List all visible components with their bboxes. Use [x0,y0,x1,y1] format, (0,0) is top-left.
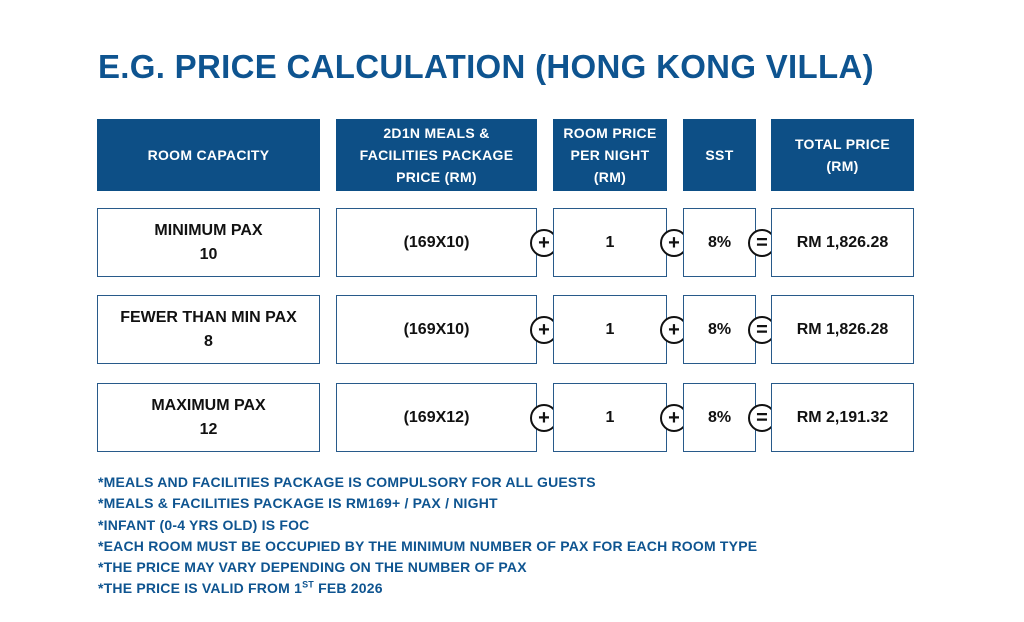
plus-icon: + [660,229,688,257]
plus-icon: + [530,316,558,344]
header-package-price-label: 2D1N MEALS & FACILITIES PACKAGE PRICE (RM) [359,125,514,185]
row-2-room-price-text: 1 [605,320,615,338]
header-sst-label: SST [705,147,734,163]
row-3-total [771,383,914,452]
row-3-package [336,383,537,452]
note-item-validity [98,578,757,599]
row-1-room-price-text: 1 [605,233,615,251]
row-1-sst-text: 8% [707,233,732,251]
row-3-sst-text: 8% [707,408,732,426]
header-total-price [771,119,914,191]
validity-suffix: FEB 2026 [313,580,383,597]
row-2-sst [683,295,756,364]
note-item: *THE PRICE MAY VARY DEPENDING ON THE NUMBER OF PAX [98,559,527,576]
header-room-capacity-label: ROOM CAPACITY [147,147,270,163]
plus-icon: + [530,229,558,257]
validity-prefix: *THE PRICE IS VALID FROM 1 [98,580,303,597]
equals-icon: = [748,404,776,432]
plus-icon: + [530,404,558,432]
row-3-capacity-text: MAXIMUM PAX 12 [151,396,266,438]
notes-list [98,472,757,600]
equals-icon: = [748,316,776,344]
row-1-room-price [553,208,667,277]
row-3-room-price-text: 1 [605,408,615,426]
row-2-room-price [553,295,667,364]
header-room-price-label: ROOM PRICE PER NIGHT (RM) [563,125,657,185]
row-3-room-price [553,383,667,452]
plus-icon: + [660,404,688,432]
header-total-price-label: TOTAL PRICE (RM) [794,136,891,174]
row-2-total [771,295,914,364]
row-3-sst [683,383,756,452]
validity-superscript: ST [302,579,314,590]
plus-icon: + [660,316,688,344]
row-1-total [771,208,914,277]
row-3-capacity [97,383,320,452]
page-title: E.G. PRICE CALCULATION (HONG KONG VILLA) [98,48,874,85]
note-item: *MEALS & FACILITIES PACKAGE IS RM169+ / PAX / NIGHT [98,495,498,512]
row-2-package-text: (169X10) [403,320,470,338]
row-1-capacity-text: MINIMUM PAX 10 [154,221,263,263]
header-sst [683,119,756,191]
row-1-total-text: RM 1,826.28 [796,233,889,251]
equals-icon: = [748,229,776,257]
note-item: *EACH ROOM MUST BE OCCUPIED BY THE MINIMUM NUMBER OF PAX FOR EACH ROOM TYPE [98,537,758,554]
row-2-capacity [97,295,320,364]
row-2-total-text: RM 1,826.28 [796,320,889,338]
row-1-capacity [97,208,320,277]
note-item: *MEALS AND FACILITIES PACKAGE IS COMPULSORY FOR ALL GUESTS [98,474,596,490]
header-package-price [336,119,537,191]
row-2-capacity-text: FEWER THAN MIN PAX 8 [120,308,297,350]
header-room-capacity [97,119,320,191]
row-1-package [336,208,537,277]
row-3-package-text: (169X12) [403,408,470,426]
row-2-package [336,295,537,364]
row-3-total-text: RM 2,191.32 [796,408,889,426]
row-1-package-text: (169X10) [403,233,470,251]
header-room-price [553,119,667,191]
row-2-sst-text: 8% [707,320,732,338]
note-item: *INFANT (0-4 YRS OLD) IS FOC [98,516,310,533]
row-1-sst [683,208,756,277]
